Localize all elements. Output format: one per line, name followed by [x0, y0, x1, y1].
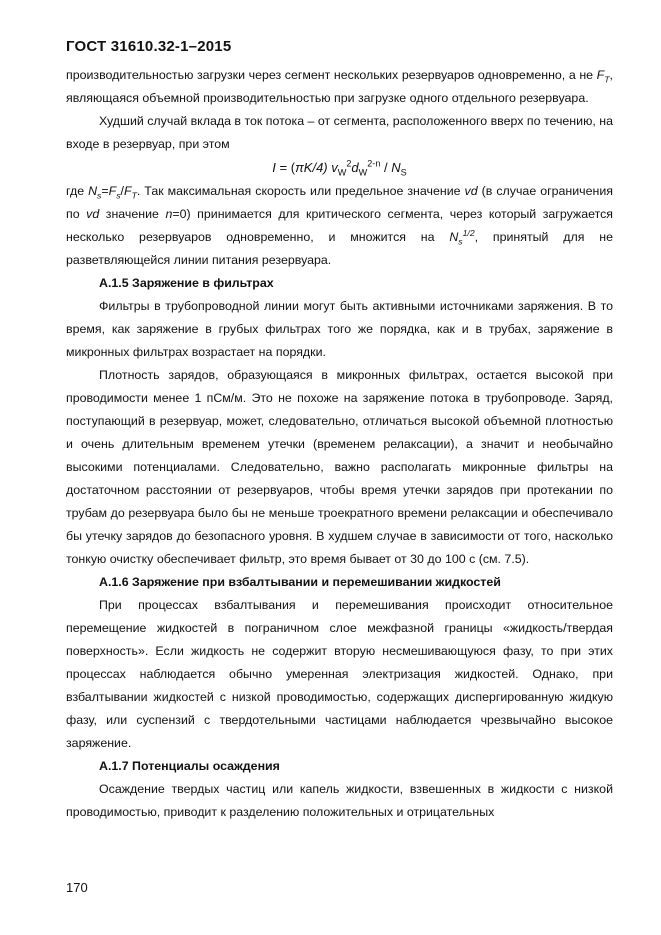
paragraph-5: Плотность зарядов, образующаяся в микронных фильтрах, остается высокой при проводимости менее 1 пСм/м. Это не похоже на заряжение потока в трубопроводе. Заряд, поступающий в резервуар, может, следовательно, отличаться высокой объемной плотностью и очень длительным временем утечки (временем релаксации), а значит и необычайно высокими потенциалами. Следовательно, важно располагать микронные фильтры на достаточном расстоянии от резервуаров, чтобы время утечки зарядов при протекании по трубам до резервуара было бы не меньше троекратного времени релаксации и обеспечивало бы утечку зарядов до безопасного уровня. В худшем случае в зависимости от того, насколько тонкую очистку обеспечивает фильтр, это время бывает от 30 до 100 с (см. 7.5).: [66, 368, 613, 566]
formula: I = (πK/4) $v_W^2d_W^{2-n} / N_S$: [272, 158, 407, 178]
paragraph-2: Худший случай вклада в ток потока – от сегмента, расположенного вверх по течению, на входе в резервуар, при этом: [66, 114, 613, 151]
page-number: 170: [66, 880, 88, 895]
paragraph-4: Фильтры в трубопроводной линии могут быть активными источниками заряжения. В то время, как заряжение в грубых фильтрах того же порядка, как и в трубах, заряжение в микронных фильтрах возрастает на порядки.: [66, 299, 613, 359]
paragraph-3: где $N_s=F_s/F_T$. Так максимальная скорость или предельное значение vd (в случае ограничения по vd значение n=0) принимается для критического сегмента, через который загружается несколько резервуаров одновременно, и множится на $N_s^{1/2}$, принятый для не разветвляющейся линии питания резервуара.: [66, 184, 614, 267]
document-header: ГОСТ 31610.32-1–2015: [66, 38, 232, 55]
section-heading-a16: А.1.6 Заряжение при взбалтывании и перемешивании жидкостей: [99, 575, 501, 589]
text-run: производительностью загрузки через сегмент нескольких резервуаров одновременно, а не: [66, 68, 597, 82]
document-body: [66, 64, 613, 824]
section-heading-a17: А.1.7 Потенциалы осаждения: [99, 759, 280, 773]
symbol-ft: $F_T$: [596, 68, 610, 85]
text-run: , являющаяся объемной производительностью при загрузке одного отдельного резервуара.: [66, 68, 613, 105]
paragraph-1: [66, 64, 613, 110]
section-heading-a15: А.1.5 Заряжение в фильтрах: [99, 276, 274, 290]
paragraph-7: Осаждение твердых частиц или капель жидкости, взвешенных в жидкости с низкой проводимостью, приводит к разделению положительных и отрицательных: [66, 782, 613, 819]
paragraph-6: При процессах взбалтывания и перемешивания происходит относительное перемещение жидкостей в пограничном слое межфазной границы «жидкость/твердая поверхность». Если жидкость не содержит вторую несмешивающуюся фазу, то при этих процессах наблюдается обычно умеренная электризация жидкостей. Однако, при взбалтывании жидкостей с низкой проводимостью, содержащих диспергированную жидкую фазу, или суспензий с твердотельными частицами наблюдается чрезвычайно высокое заряжение.: [66, 598, 613, 750]
